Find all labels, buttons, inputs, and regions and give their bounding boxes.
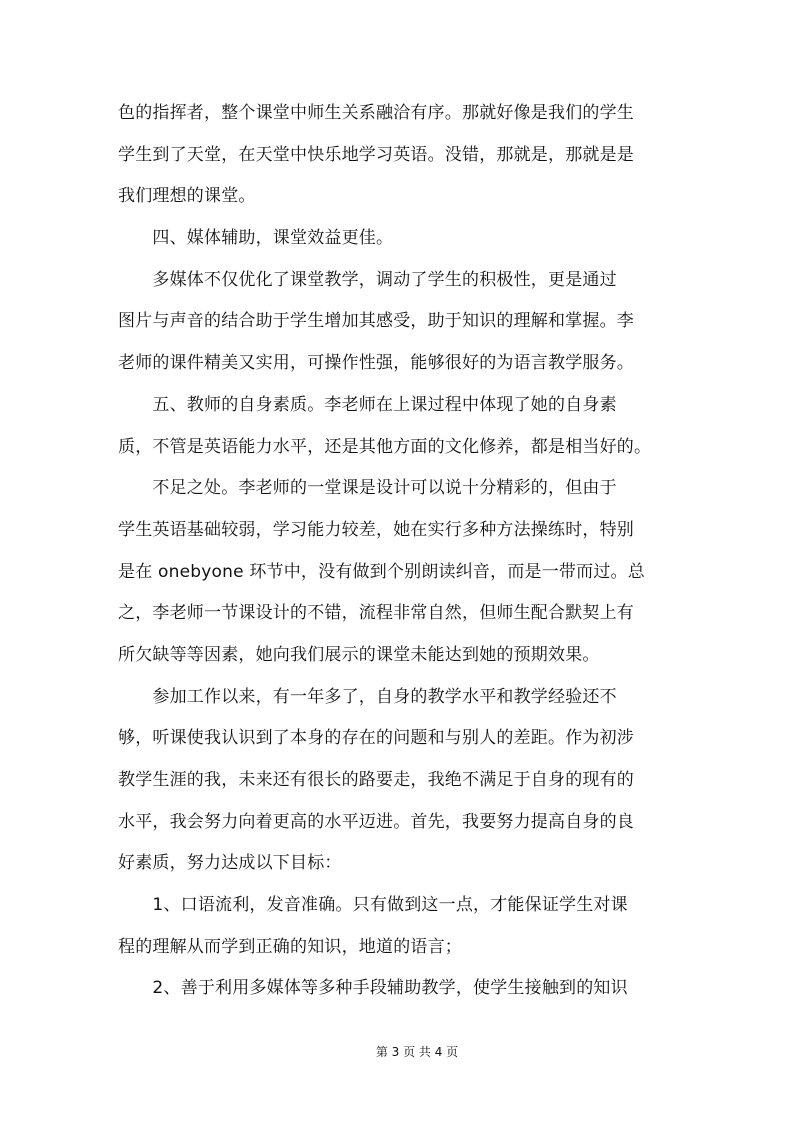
- text-line: 我们理想的课堂。: [118, 186, 256, 207]
- text-line: 老师的课件精美又实用，可操作性强，能够很好的为语言教学服务。: [118, 353, 634, 374]
- page-footer: [0, 1043, 794, 1060]
- text-line: 五、教师的自身素质。李老师在上课过程中体现了她的自身素: [118, 394, 617, 415]
- text-line: 多媒体不仅优化了课堂教学，调动了学生的积极性，更是通过: [118, 269, 617, 290]
- text-line: 1、口语流利，发音准确。只有做到这一点，才能保证学生对课: [118, 895, 628, 916]
- text-line: 所欠缺等等因素，她向我们展示的课堂未能达到她的预期效果。: [118, 644, 600, 665]
- text-line: 是在 onebyone 环节中，没有做到个别朗读纠音，而是一带而过。总: [118, 561, 645, 582]
- text-line: 参加工作以来，有一年多了，自身的教学水平和教学经验还不: [118, 686, 617, 707]
- text-line: 学生到了天堂，在天堂中快乐地学习英语。没错，那就是，那就是是: [118, 144, 634, 165]
- text-line: 不足之处。李老师的一堂课是设计可以说十分精彩的，但由于: [118, 478, 617, 499]
- text-line: 水平，我会努力向着更高的水平迈进。首先，我要努力提高自身的良: [118, 811, 634, 832]
- text-line: 图片与声音的结合助于学生增加其感受，助于知识的理解和掌握。李: [118, 311, 634, 332]
- section-heading: 四、媒体辅助，课堂效益更佳。: [118, 228, 394, 249]
- text-line: 之，李老师一节课设计的不错，流程非常自然，但师生配合默契上有: [118, 603, 634, 624]
- text-line: 学生英语基础较弱，学习能力较差，她在实行多种方法操练时，特别: [118, 519, 634, 540]
- page-number-indicator: 第 3 页 共 4 页: [375, 1045, 459, 1059]
- text-line: 好素质，努力达成以下目标：: [118, 853, 342, 874]
- text-line: 色的指挥者，整个课堂中师生关系融洽有序。那就好像是我们的学生: [118, 103, 634, 123]
- text-line: 程的理解从而学到正确的知识，地道的语言；: [118, 936, 462, 957]
- text-line: 质，不管是英语能力水平，还是其他方面的文化修养，都是相当好的。: [118, 436, 652, 457]
- body-text: [118, 93, 683, 1010]
- text-line: 够，听课使我认识到了本身的存在的问题和与别人的差距。作为初涉: [118, 728, 634, 749]
- text-line: 2、善于利用多媒体等多种手段辅助教学，使学生接触到的知识: [118, 978, 628, 999]
- text-line: 教学生涯的我，未来还有很长的路要走，我绝不满足于自身的现有的: [118, 770, 634, 790]
